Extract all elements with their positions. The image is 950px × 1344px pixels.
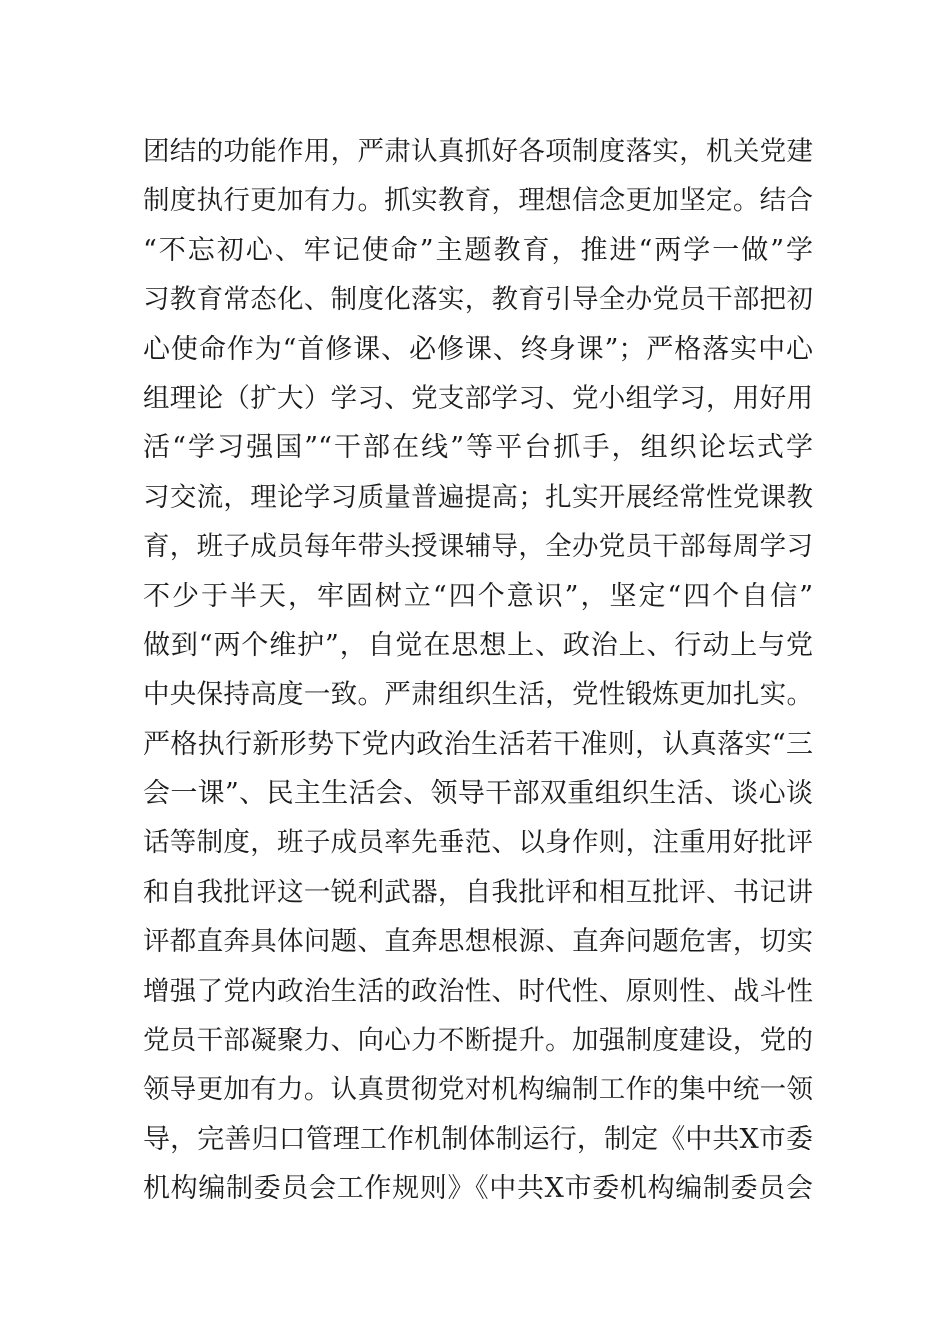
text-line-14: 会一课”、民主生活会、领导干部双重组织生活、谈心谈 xyxy=(143,778,813,810)
text-line-5: 心使命作为“首修课、必修课、终身课”；严格落实中心 xyxy=(143,333,813,365)
text-line-18: 增强了党内政治生活的政治性、时代性、原则性、战斗性 xyxy=(143,975,813,1007)
text-line-9: 育，班子成员每年带头授课辅导，全办党员干部每周学习 xyxy=(143,531,813,563)
text-line-16: 和自我批评这一锐利武器，自我批评和相互批评、书记讲 xyxy=(143,876,813,908)
text-line-19: 党员干部凝聚力、向心力不断提升。加强制度建设，党的 xyxy=(143,1025,813,1057)
text-line-12: 中央保持高度一致。严肃组织生活，党性锻炼更加扎实。 xyxy=(143,679,813,711)
text-line-17: 评都直奔具体问题、直奔思想根源、直奔问题危害，切实 xyxy=(143,926,813,958)
text-line-6: 组理论（扩大）学习、党支部学习、党小组学习，用好用 xyxy=(143,382,813,414)
text-line-15: 话等制度，班子成员率先垂范、以身作则，注重用好批评 xyxy=(143,827,813,859)
text-line-22: 机构编制委员会工作规则》《中共X市委机构编制委员会 xyxy=(143,1173,813,1205)
text-line-10: 不少于半天，牢固树立“四个意识”，坚定“四个自信” xyxy=(143,580,813,612)
text-line-8: 习交流，理论学习质量普遍提高；扎实开展经常性党课教 xyxy=(143,481,813,513)
text-line-11: 做到“两个维护”，自觉在思想上、政治上、行动上与党 xyxy=(143,629,813,661)
text-line-4: 习教育常态化、制度化落实，教育引导全办党员干部把初 xyxy=(143,284,813,316)
text-line-21: 导，完善归口管理工作机制体制运行，制定《中共X市委 xyxy=(143,1123,813,1155)
text-line-1: 团结的功能作用，严肃认真抓好各项制度落实，机关党建 xyxy=(143,136,813,167)
text-line-13: 严格执行新形势下党内政治生活若干准则，认真落实“三 xyxy=(143,728,813,760)
body-paragraph xyxy=(143,127,813,1214)
text-line-7: 活“学习强国”“干部在线”等平台抓手，组织论坛式学 xyxy=(143,432,813,464)
text-line-3: “不忘初心、牢记使命”主题教育，推进“两学一做”学 xyxy=(143,234,813,266)
text-line-2: 制度执行更加有力。抓实教育，理想信念更加坚定。结合 xyxy=(143,185,813,217)
text-line-20: 领导更加有力。认真贯彻党对机构编制工作的集中统一领 xyxy=(143,1074,813,1106)
